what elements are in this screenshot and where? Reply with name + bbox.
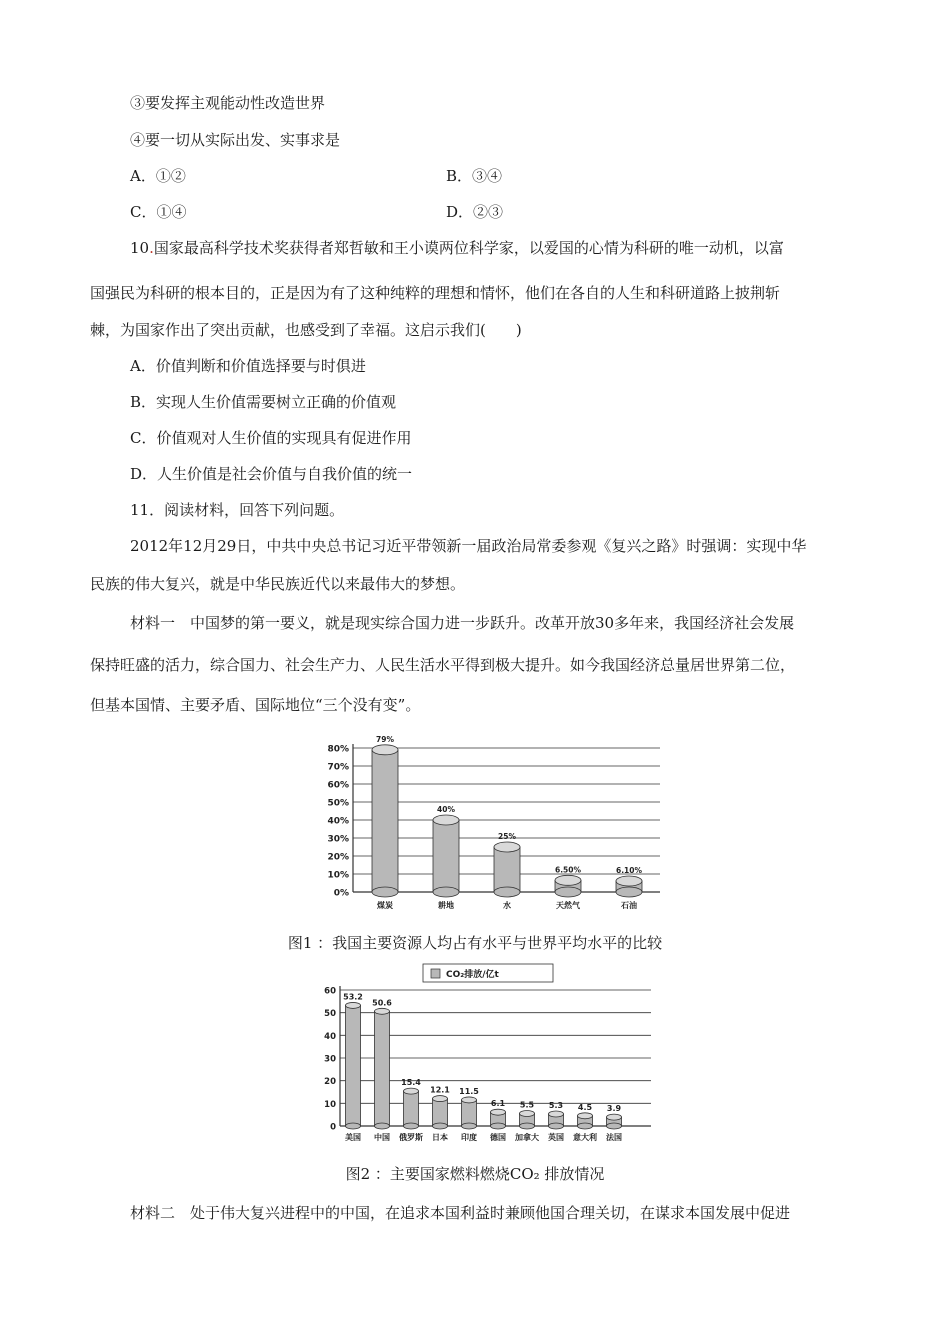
data-label: 6.10% bbox=[615, 866, 643, 876]
bar-top bbox=[433, 1096, 448, 1102]
category-label: 俄罗斯 bbox=[399, 1133, 423, 1142]
bar-top bbox=[549, 1111, 564, 1117]
prev-option-b: B．③④ bbox=[446, 167, 503, 185]
q10-dot: . bbox=[149, 239, 154, 257]
y-tick-label: 30% bbox=[327, 834, 349, 845]
bar bbox=[462, 1100, 477, 1126]
q11-intro-line-2: 民族的伟大复兴，就是中华民族近代以来最伟大的梦想。 bbox=[90, 575, 466, 593]
prev-option-c: C．①④ bbox=[130, 203, 187, 221]
y-tick-label: 50% bbox=[327, 798, 349, 809]
material1-line-1: 材料一 中国梦的第一要义，就是现实综合国力进一步跃升。改革开放30多年来，我国经济社会发展 bbox=[130, 614, 795, 632]
q10-option-c: C．价值观对人生价值的实现具有促进作用 bbox=[130, 429, 412, 447]
bar-base bbox=[520, 1123, 535, 1129]
bar-top bbox=[375, 1008, 390, 1014]
legend-label: CO₂排放/亿t bbox=[446, 970, 499, 980]
data-label: 6.50% bbox=[554, 865, 582, 875]
bar bbox=[372, 750, 398, 892]
data-label: 53.2 bbox=[343, 992, 363, 1002]
bar-top bbox=[404, 1088, 419, 1094]
y-tick-label: 60% bbox=[327, 780, 349, 791]
bar-base bbox=[404, 1123, 419, 1129]
bar bbox=[375, 1011, 390, 1126]
bar-base bbox=[607, 1123, 622, 1129]
material1-line-2: 保持旺盛的活力，综合国力、社会生产力、人民生活水平得到极大提升。如今我国经济总量居世界第二位， bbox=[90, 656, 796, 674]
y-tick-label: 0% bbox=[333, 888, 349, 899]
bar bbox=[346, 1005, 361, 1126]
q11-intro-line-1: 2012年12月29日，中共中央总书记习近平带领新一届政治局常委参观《复兴之路》时强调：实现中华 bbox=[130, 537, 807, 555]
legend-swatch bbox=[431, 969, 440, 978]
bar bbox=[433, 1099, 448, 1126]
q10-option-d: D．人生价值是社会价值与自我价值的统一 bbox=[130, 465, 413, 483]
data-label: 4.5 bbox=[577, 1102, 593, 1112]
y-tick-label: 60 bbox=[324, 986, 336, 997]
bar bbox=[433, 820, 459, 892]
category-label: 法国 bbox=[606, 1133, 622, 1142]
y-tick-label: 30 bbox=[324, 1054, 336, 1065]
figure-2-chart bbox=[318, 960, 663, 1150]
bar-top bbox=[555, 875, 581, 885]
bar-base bbox=[433, 1123, 448, 1129]
q11-stem: 11．阅读材料，回答下列问题。 bbox=[130, 501, 345, 519]
bar-top bbox=[494, 842, 520, 852]
y-tick-label: 0 bbox=[330, 1122, 336, 1133]
bar-top bbox=[346, 1002, 361, 1008]
category-label: 加拿大 bbox=[515, 1133, 539, 1142]
bar-base bbox=[491, 1123, 506, 1129]
category-label: 英国 bbox=[548, 1133, 564, 1142]
data-label: 11.5 bbox=[459, 1086, 479, 1096]
bar bbox=[494, 847, 520, 892]
bar-top bbox=[616, 876, 642, 886]
bar bbox=[404, 1091, 419, 1126]
data-label: 5.3 bbox=[548, 1100, 564, 1110]
bar-top bbox=[520, 1111, 535, 1117]
q10-stem-text-1: 国家最高科学技术奖获得者郑哲敏和王小谟两位科学家，以爱国的心情为科研的唯一动机，以富 bbox=[153, 239, 784, 257]
figure-2-caption: 图2 ：主要国家燃料燃烧CO₂ 排放情况 bbox=[345, 1165, 605, 1183]
bar-base bbox=[372, 887, 398, 897]
data-label: 6.1 bbox=[490, 1099, 506, 1109]
category-label: 德国 bbox=[490, 1133, 506, 1142]
figure-1-chart bbox=[325, 730, 670, 915]
bar-base bbox=[433, 887, 459, 897]
statement-3: ③要发挥主观能动性改造世界 bbox=[130, 94, 326, 112]
category-label: 煤炭 bbox=[377, 901, 393, 910]
bar-top bbox=[491, 1109, 506, 1115]
statement-4: ④要一切从实际出发、实事求是 bbox=[130, 131, 341, 149]
q10-stem-line-3: 棘，为国家作出了突出贡献，也感受到了幸福。这启示我们( ) bbox=[90, 321, 522, 339]
prev-option-a: A．①② bbox=[130, 167, 186, 185]
y-tick-label: 70% bbox=[327, 762, 349, 773]
q10-option-a: A．价值判断和价值选择要与时俱进 bbox=[130, 357, 366, 375]
prev-option-d: D．②③ bbox=[446, 203, 504, 221]
data-label: 50.6 bbox=[372, 998, 392, 1008]
data-label: 15.4 bbox=[401, 1078, 421, 1088]
bar-base bbox=[549, 1123, 564, 1129]
y-tick-label: 40% bbox=[327, 816, 349, 827]
bar-base bbox=[616, 887, 642, 897]
bar-base bbox=[555, 887, 581, 897]
y-tick-label: 10 bbox=[324, 1099, 336, 1110]
data-label: 40% bbox=[437, 805, 455, 814]
category-label: 中国 bbox=[374, 1133, 390, 1142]
bar-top bbox=[607, 1114, 622, 1120]
q10-option-b: B．实现人生价值需要树立正确的价值观 bbox=[130, 393, 397, 411]
legend bbox=[423, 964, 553, 982]
bar-top bbox=[372, 745, 398, 755]
y-tick-label: 20% bbox=[327, 852, 349, 863]
q10-stem-line-2: 国强民为科研的根本目的，正是因为有了这种纯粹的理想和情怀，他们在各自的人生和科研道路上披荆斩 bbox=[90, 284, 781, 302]
y-tick-label: 20 bbox=[324, 1077, 336, 1088]
category-label: 天然气 bbox=[556, 901, 580, 910]
y-tick-label: 50 bbox=[324, 1009, 336, 1020]
bar-top bbox=[578, 1113, 593, 1119]
category-label: 日本 bbox=[432, 1133, 448, 1142]
category-label: 意大利 bbox=[573, 1133, 597, 1142]
figure-1-caption: 图1 ：我国主要资源人均占有水平与世界平均水平的比较 bbox=[287, 934, 663, 952]
category-label: 美国 bbox=[345, 1133, 361, 1142]
category-label: 耕地 bbox=[438, 901, 454, 910]
material2-line-1: 材料二 处于伟大复兴进程中的中国，在追求本国利益时兼顾他国合理关切，在谋求本国发展中促进 bbox=[130, 1204, 791, 1222]
category-label: 印度 bbox=[461, 1133, 477, 1142]
category-label: 水 bbox=[503, 901, 511, 910]
data-label: 3.9 bbox=[606, 1104, 622, 1114]
y-tick-label: 10% bbox=[327, 870, 349, 881]
bar-top bbox=[433, 815, 459, 825]
data-label: 5.5 bbox=[519, 1100, 535, 1110]
bar-base bbox=[346, 1123, 361, 1129]
y-tick-label: 80% bbox=[327, 744, 349, 755]
q10-number: 10 bbox=[130, 239, 150, 257]
data-label: 79% bbox=[376, 734, 394, 744]
bar-base bbox=[578, 1123, 593, 1129]
bar-base bbox=[494, 887, 520, 897]
bar-top bbox=[462, 1097, 477, 1103]
y-tick-label: 40 bbox=[324, 1031, 336, 1042]
data-label: 12.1 bbox=[430, 1085, 450, 1095]
q10-stem-line-1 bbox=[130, 238, 784, 258]
bar-base bbox=[462, 1123, 477, 1129]
category-label: 石油 bbox=[621, 901, 637, 910]
bar-base bbox=[375, 1123, 390, 1129]
material1-line-3: 但基本国情、主要矛盾、国际地位“三个没有变”。 bbox=[90, 696, 421, 714]
data-label: 25% bbox=[498, 832, 516, 841]
